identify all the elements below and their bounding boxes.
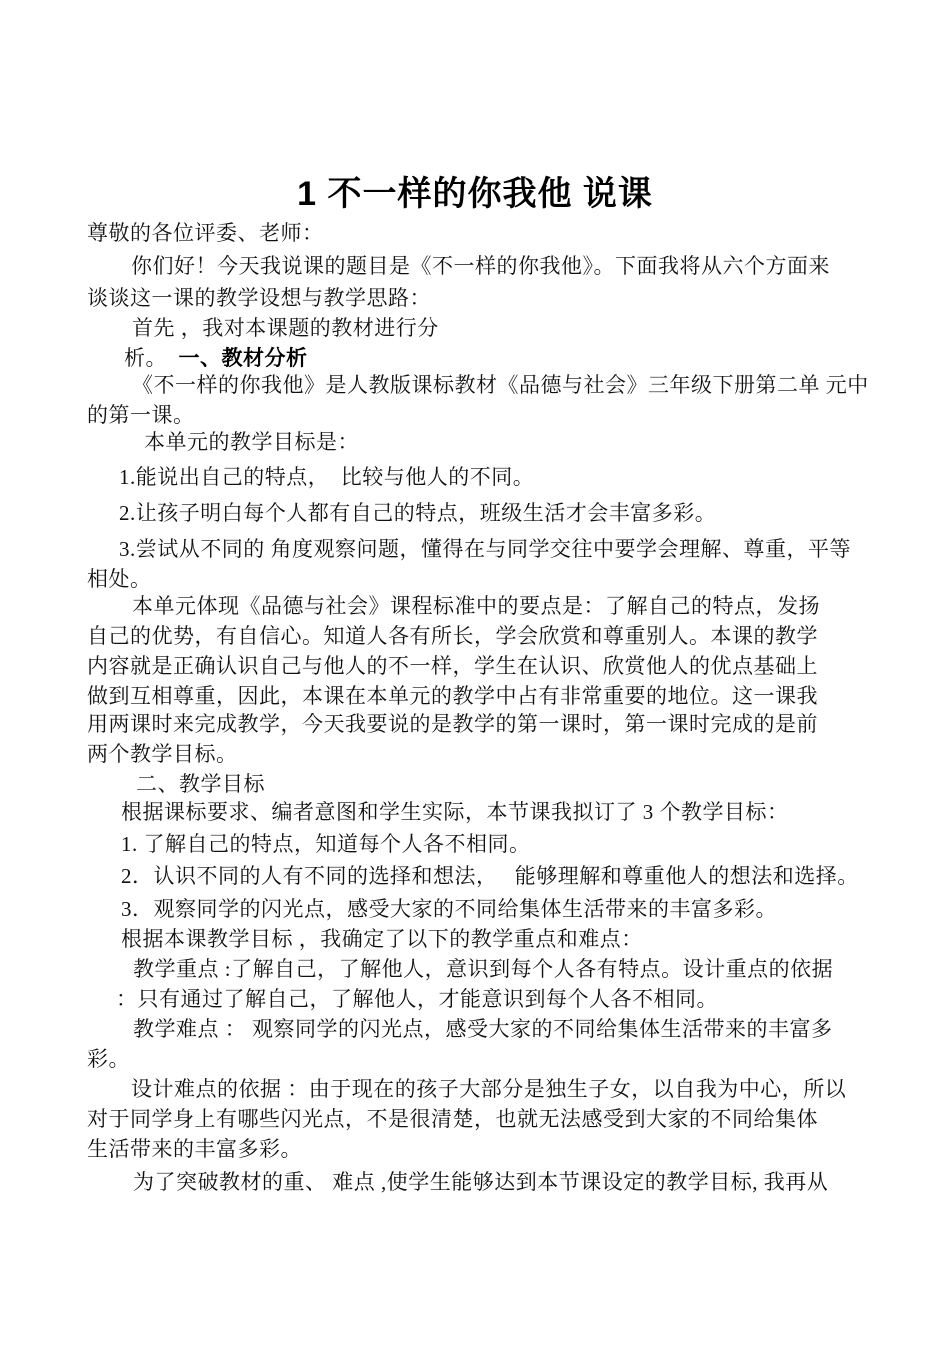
text-segment: 内容就是正确认识自己与他人的不一样，学生在认识、欣赏他人的优点基础上: [87, 654, 818, 678]
text-line: [87, 651, 887, 681]
text-segment: 教学重点 :了解自己，了解他人，意识到每个人各有特点。设计重点的依据: [133, 957, 834, 981]
text-line: [87, 984, 887, 1014]
text-line: [87, 400, 887, 430]
text-line: [87, 218, 887, 248]
text-line: [87, 564, 887, 594]
text-segment: 析。: [124, 346, 179, 370]
text-segment: 的第一课。: [87, 403, 195, 427]
text-segment: 相处。: [87, 567, 152, 591]
text-segment: 首先 ，我对本课题的教材进行分: [132, 316, 439, 340]
text-line: [87, 1134, 887, 1164]
text-line: [87, 462, 887, 492]
text-line: [87, 739, 887, 769]
text-segment: 1.能说出自己的特点， 比较与他人的不同。: [119, 465, 535, 489]
text-segment: 根据本课教学目标 ，我确定了以下的教学重点和难点：: [121, 927, 643, 951]
text-segment: 《不一样的你我他》是人教版课标教材《品德与社会》三年级下册第二单 元中: [132, 373, 869, 397]
text-segment: 为了突破教材的重、 难点 ,使学生能够达到本节课设定的教学目标, 我再从: [133, 1170, 829, 1194]
text-segment: 本单元的教学目标是：: [144, 430, 359, 454]
text-line: [87, 591, 887, 621]
text-segment: 2．认识不同的人有不同的选择和想法， 能够理解和尊重他人的想法和选择。: [121, 864, 859, 888]
text-line: [87, 370, 887, 400]
text-line: [87, 283, 887, 313]
text-line: [87, 861, 887, 891]
text-segment: 自己的优势，有自信心。知道人各有所长，学会欣赏和尊重别人。本课的教学: [87, 624, 818, 648]
text-segment: 你们好！今天我说课的题目是《不一样的你我他》。下面我将从六个方面来: [131, 254, 830, 278]
text-line: [87, 343, 887, 373]
text-segment: 谈谈这一课的教学设想与教学思路：: [87, 286, 431, 310]
text-segment: 生活带来的丰富多彩。: [87, 1137, 302, 1161]
text-line: [87, 769, 887, 799]
text-line: [87, 313, 887, 343]
text-line: [87, 709, 887, 739]
text-line: [87, 894, 887, 924]
text-line: [87, 621, 887, 651]
text-segment: 2.让孩子明白每个人都有自己的特点，班级生活才会丰富多彩。: [119, 501, 717, 525]
text-segment: 对于同学身上有哪些闪光点，不是很清楚，也就无法感受到大家的不同给集体: [87, 1107, 818, 1131]
text-line: [87, 1167, 887, 1197]
text-line: [87, 924, 887, 954]
text-segment: 设计难点的依据 ：由于现在的孩子大部分是独生子女，以自我为中心，所以: [131, 1077, 847, 1101]
text-line: [87, 1014, 887, 1044]
text-line: [87, 829, 887, 859]
text-segment: 本单元体现《品德与社会》课程标准中的要点是：了解自己的特点，发扬: [132, 594, 820, 618]
text-line: [87, 1044, 887, 1074]
text-segment: 3.尝试从不同的 角度观察问题，懂得在与同学交往中要学会理解、尊重，平等: [119, 537, 851, 561]
text-segment: 根据课标要求、编者意图和学生实际，本节课我拟订了 3 个教学目标：: [121, 800, 789, 824]
text-line: [87, 1104, 887, 1134]
text-segment: 教学难点 ： 观察同学的闪光点，感受大家的不同给集体生活带来的丰富多: [133, 1017, 833, 1041]
text-line: [87, 797, 887, 827]
text-segment: 彩。: [87, 1047, 130, 1071]
text-segment: 3．观察同学的闪光点，感受大家的不同给集体生活带来的丰富多彩。: [121, 897, 777, 921]
text-segment: 用两课时来完成教学，今天我要说的是教学的第一课时，第一课时完成的是前: [87, 712, 818, 736]
text-line: [87, 954, 887, 984]
text-line: [87, 534, 887, 564]
text-segment: 1. 了解自己的特点，知道每个人各不相同。: [121, 832, 531, 856]
text-line: [87, 427, 887, 457]
text-line: [87, 681, 887, 711]
text-line: [87, 251, 887, 281]
bold-heading-segment: 一、教材分析: [178, 347, 308, 370]
text-segment: 两个教学目标。: [87, 742, 238, 766]
text-line: [87, 498, 887, 528]
text-line: [87, 1074, 887, 1104]
text-segment: ：只有通过了解自己，了解他人，才能意识到每个人各不相同。: [116, 987, 718, 1011]
document-body: [87, 218, 887, 1197]
text-segment: 做到互相尊重，因此，本课在本单元的教学中占有非常重要的地位。这一课我: [87, 684, 818, 708]
document-title: 1 不一样的你我他 说课: [297, 175, 653, 213]
text-segment: 二、教学目标: [136, 772, 265, 796]
text-segment: 尊敬的各位评委、老师：: [87, 221, 324, 245]
